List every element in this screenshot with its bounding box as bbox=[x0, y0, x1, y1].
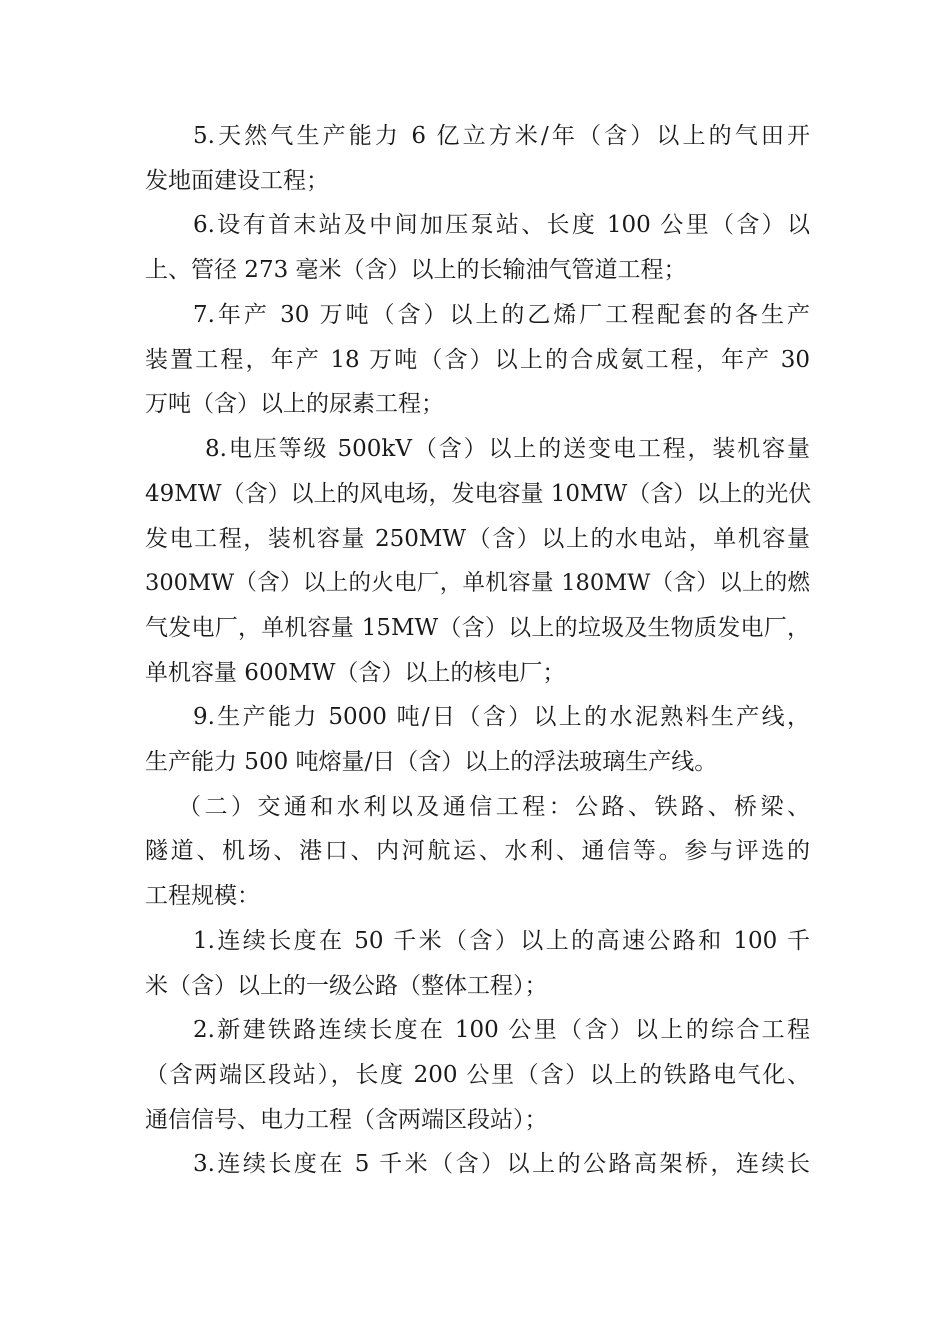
text-line: 隧道、机场、港口、内河航运、水利、通信等。参与评选的 bbox=[145, 838, 810, 864]
text-line: 气发电厂，单机容量 15MW（含）以上的垃圾及生物质发电厂， bbox=[145, 615, 810, 641]
text-line: 6.设有首末站及中间加压泵站、长度 100 公里（含）以 bbox=[193, 212, 810, 238]
text-line: 300MW（含）以上的火电厂，单机容量 180MW（含）以上的燃 bbox=[145, 570, 810, 596]
text-line: 工程规模： bbox=[145, 883, 260, 909]
text-line: 8.电压等级 500kV（含）以上的送变电工程，装机容量 bbox=[205, 436, 810, 462]
text-line: 生产能力 500 吨熔量/日（含）以上的浮法玻璃生产线。 bbox=[145, 749, 718, 775]
text-line: （含两端区段站），长度 200 公里（含）以上的铁路电气化、 bbox=[145, 1062, 810, 1088]
text-line: 发地面建设工程； bbox=[145, 168, 329, 194]
text-line: 1.连续长度在 50 千米（含）以上的高速公路和 100 千 bbox=[193, 928, 810, 954]
text-line: 装置工程，年产 18 万吨（含）以上的合成氨工程，年产 30 bbox=[145, 347, 810, 373]
text-line: 3.连续长度在 5 千米（含）以上的公路高架桥，连续长 bbox=[193, 1151, 810, 1177]
text-line: 49MW（含）以上的风电场，发电容量 10MW（含）以上的光伏 bbox=[145, 481, 812, 507]
text-line: 5.天然气生产能力 6 亿立方米/年（含）以上的气田开 bbox=[193, 123, 810, 149]
text-line: 通信信号、电力工程（含两端区段站）； bbox=[145, 1107, 548, 1133]
text-line: 9.生产能力 5000 吨/日（含）以上的水泥熟料生产线， bbox=[193, 704, 810, 730]
text-line: 上、管径 273 毫米（含）以上的长输油气管道工程； bbox=[145, 257, 687, 283]
text-line: 发电工程，装机容量 250MW（含）以上的水电站，单机容量 bbox=[145, 526, 810, 552]
text-line: （二）交通和水利以及通信工程：公路、铁路、桥梁、 bbox=[178, 794, 810, 820]
text-line: 2.新建铁路连续长度在 100 公里（含）以上的综合工程 bbox=[193, 1017, 810, 1043]
text-line: 7.年产 30 万吨（含）以上的乙烯厂工程配套的各生产 bbox=[193, 302, 810, 328]
text-line: 单机容量 600MW（含）以上的核电厂； bbox=[145, 660, 566, 686]
text-line: 万吨（含）以上的尿素工程； bbox=[145, 391, 444, 417]
text-line: 米（含）以上的一级公路（整体工程）； bbox=[145, 973, 548, 999]
